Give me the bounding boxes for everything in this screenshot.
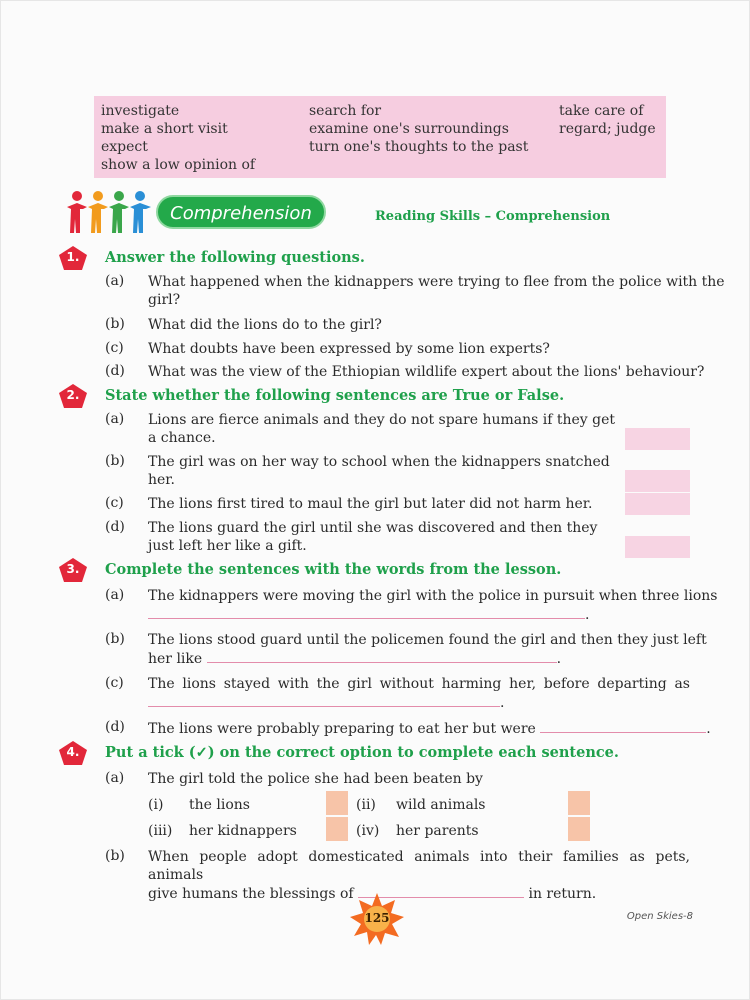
item-label: (a) xyxy=(105,411,125,427)
question-number: 3. xyxy=(66,562,80,576)
fill-in-blank[interactable] xyxy=(148,605,585,619)
question-heading: Put a tick (✓) on the correct option to complete each sentence. xyxy=(105,744,619,761)
page-number: 125 xyxy=(364,911,390,925)
meaning: search for xyxy=(309,103,382,119)
question-number-badge xyxy=(58,383,88,409)
comprehension-banner: Comprehension xyxy=(156,195,326,229)
true-false-answer-box[interactable] xyxy=(625,493,690,515)
item-label: (d) xyxy=(105,519,125,535)
question-number-badge xyxy=(58,245,88,271)
meaning: take care of xyxy=(559,103,644,119)
meaning: show a low opinion of xyxy=(101,157,256,173)
question-stem: The girl told the police she had been beaten by xyxy=(148,771,483,787)
sentence-text: The lions were probably preparing to eat her but were . xyxy=(148,721,711,737)
fill-in-blank[interactable] xyxy=(540,719,706,733)
fill-in-blank[interactable] xyxy=(207,649,557,663)
sentence-text: When people adopt domesticated animals into their families as pets, animals give humans the blessings of in return. xyxy=(148,849,690,902)
item-label: (d) xyxy=(105,363,125,379)
true-false-answer-box[interactable] xyxy=(625,428,690,450)
statement-text: Lions are fierce animals and they do not spare humans if they get a chance. xyxy=(148,412,616,446)
option-roman: (iv) xyxy=(356,823,380,839)
comprehension-header xyxy=(63,187,683,237)
page-number-badge xyxy=(349,892,405,946)
meaning: turn one's thoughts to the past xyxy=(309,139,529,155)
question-number: 1. xyxy=(66,250,80,264)
meanings-column-1 xyxy=(101,102,255,174)
question-heading: State whether the following sentences are True or False. xyxy=(105,387,565,404)
item-label: (d) xyxy=(105,719,125,735)
question-number-badge xyxy=(58,740,88,766)
item-label: (b) xyxy=(105,316,125,332)
question-text: What was the view of the Ethiopian wildlife expert about the lions' behaviour? xyxy=(148,364,705,380)
book-title: Open Skies-8 xyxy=(626,911,693,922)
item-label: (b) xyxy=(105,453,125,469)
item-label: (a) xyxy=(105,273,125,289)
option-text: her parents xyxy=(396,823,479,839)
meanings-column-3 xyxy=(559,102,656,138)
fill-in-blank[interactable] xyxy=(148,693,500,707)
question-text: What did the lions do to the girl? xyxy=(148,317,382,333)
tick-box[interactable] xyxy=(326,817,348,841)
meaning: make a short visit xyxy=(101,121,228,137)
statement-text: The lions first tired to maul the girl but later did not harm her. xyxy=(148,496,593,512)
option-roman: (i) xyxy=(148,797,164,813)
tick-box[interactable] xyxy=(568,791,590,815)
question-number: 4. xyxy=(66,745,80,759)
children-icon xyxy=(63,187,155,237)
option-roman: (ii) xyxy=(356,797,376,813)
tick-box[interactable] xyxy=(568,817,590,841)
question-text: What doubts have been expressed by some lion experts? xyxy=(148,341,550,357)
item-label: (c) xyxy=(105,495,124,511)
question-heading: Answer the following questions. xyxy=(105,249,365,266)
item-label: (b) xyxy=(105,848,125,864)
sentence-text: The lions stayed with the girl without harming her, before departing as . xyxy=(148,676,690,711)
option-text: her kidnappers xyxy=(189,823,297,839)
tick-box[interactable] xyxy=(326,791,348,815)
sentence-text: The lions stood guard until the policemen found the girl and then they just left her like . xyxy=(148,632,707,667)
sentence-text: The kidnappers were moving the girl with the police in pursuit when three lions . xyxy=(148,588,718,623)
true-false-answer-box[interactable] xyxy=(625,470,690,492)
question-number-badge xyxy=(58,557,88,583)
question-text: What happened when the kidnappers were trying to flee from the police with the girl? xyxy=(148,274,725,308)
true-false-answer-box[interactable] xyxy=(625,536,690,558)
word-meanings-box xyxy=(94,96,666,178)
statement-text: The lions guard the girl until she was discovered and then they just left her like a gift. xyxy=(148,520,598,554)
item-label: (c) xyxy=(105,675,124,691)
meaning: regard; judge xyxy=(559,121,656,137)
item-label: (a) xyxy=(105,770,125,786)
item-label: (b) xyxy=(105,631,125,647)
option-text: wild animals xyxy=(396,797,486,813)
statement-text: The girl was on her way to school when the kidnappers snatched her. xyxy=(148,454,610,488)
meanings-column-2 xyxy=(309,102,528,156)
item-label: (c) xyxy=(105,340,124,356)
meaning: expect xyxy=(101,139,148,155)
meaning: investigate xyxy=(101,103,180,119)
option-roman: (iii) xyxy=(148,823,173,839)
meaning: examine one's surroundings xyxy=(309,121,509,137)
section-title: Reading Skills – Comprehension xyxy=(375,209,611,224)
option-text: the lions xyxy=(189,797,250,813)
question-heading: Complete the sentences with the words from the lesson. xyxy=(105,561,562,578)
item-label: (a) xyxy=(105,587,125,603)
question-number: 2. xyxy=(66,388,80,402)
